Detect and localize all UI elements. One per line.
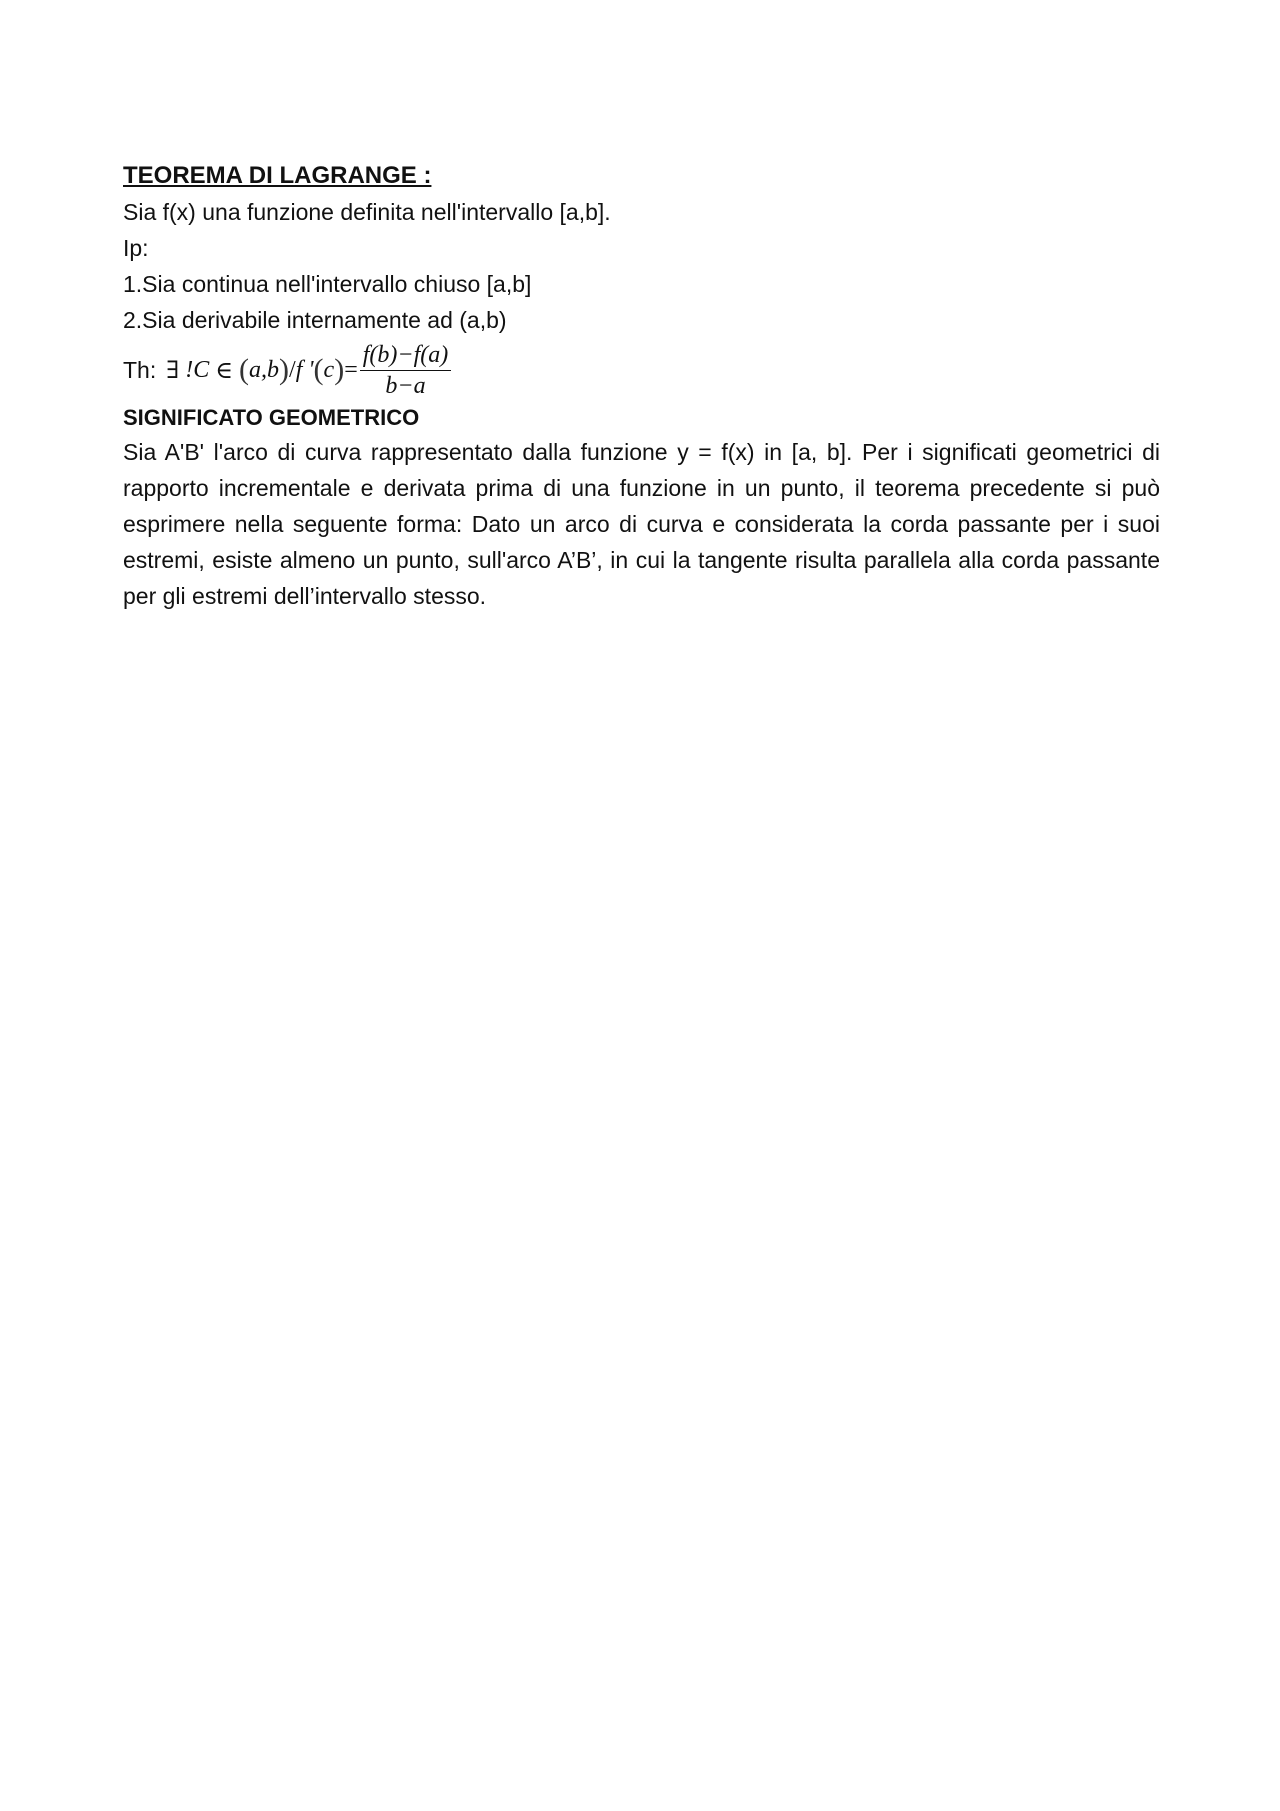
- formula-separator: /: [289, 356, 296, 383]
- hypothesis-1: 1.Sia continua nell'intervallo chiuso [a,b]: [123, 271, 532, 297]
- thesis-formula: ∃ ! C ∈ ( a,b ) / f ' ( c ) = $\frac{f(b)-f(a)}{b-a}$: [166, 342, 451, 399]
- intro-text: Sia f(x) una funzione definita nell'intervallo [a,b].: [123, 199, 611, 225]
- formula-variable: C: [193, 356, 210, 383]
- hypothesis-label: Ip:: [123, 235, 149, 261]
- theorem-title: TEOREMA DI LAGRANGE :: [123, 162, 432, 189]
- exists-symbol: ∃: [166, 357, 180, 384]
- thesis-label: Th:: [123, 356, 157, 383]
- formula-equals: =: [344, 356, 358, 383]
- fraction-numerator: f(b)−f(a): [360, 342, 452, 371]
- hypothesis-2: 2.Sia derivabile internamente ad (a,b): [123, 307, 507, 333]
- fraction-denominator: b−a: [385, 372, 426, 399]
- formula-fraction: [360, 342, 452, 399]
- unique-symbol: !: [185, 356, 194, 383]
- formula-derivative: f ': [295, 356, 314, 383]
- formula-arg: c: [323, 356, 335, 383]
- document-page: [123, 158, 1160, 614]
- section-heading: SIGNIFICATO GEOMETRICO: [123, 405, 420, 430]
- thesis-row: [123, 338, 1160, 402]
- formula-interval: a,b: [249, 356, 280, 383]
- element-of-symbol: ∈: [215, 357, 234, 384]
- geometric-meaning-paragraph: Sia A'B' l'arco di curva rappresentato dalla funzione y = f(x) in [a, b]. Per i significati geometrici di rapporto incrementale e derivata prima di una funzione in un punto, il teorema precedente si può esprimere nella seguente forma: Dato un arco di curva e considerata la corda passante per i suoi estremi, esiste almeno un punto, sull'arco A’B’, in cui la tangente risulta parallela alla corda passante per gli estremi dell’intervallo stesso.: [123, 439, 1160, 609]
